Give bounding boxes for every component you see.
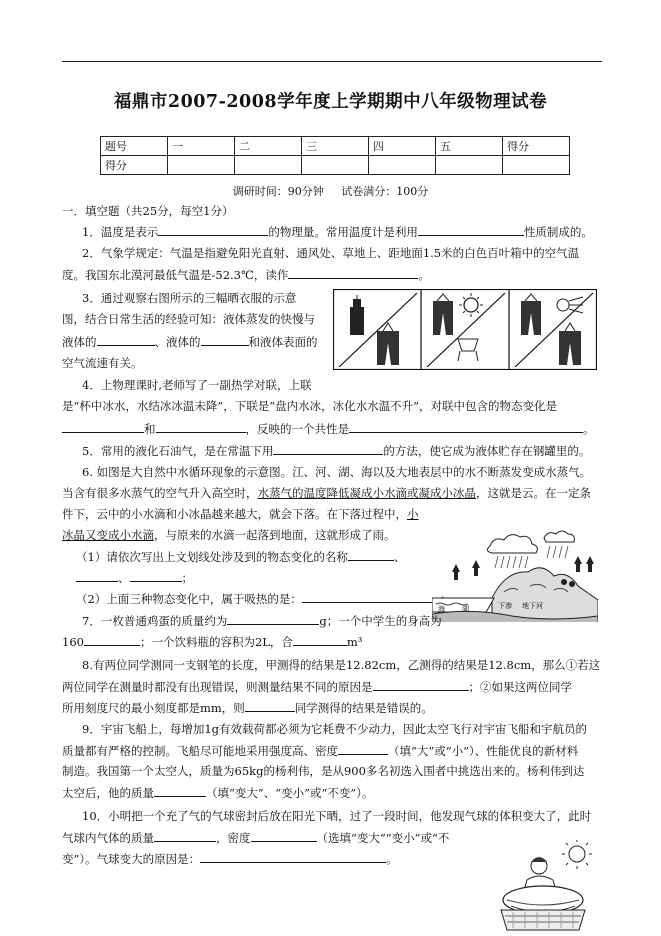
blank[interactable] bbox=[154, 784, 206, 797]
blank[interactable] bbox=[288, 266, 418, 279]
blank[interactable] bbox=[154, 829, 216, 842]
question-9-line3: 制造。我国第一个太空人，质量为65kg的杨利伟，是从900多名初选入围者中挑选出来的。杨利伟到达 bbox=[62, 764, 585, 778]
question-7-line2: 160 ；一个饮料瓶的容积为2L，合 m³ bbox=[62, 635, 363, 649]
sea-label: 海 bbox=[438, 605, 445, 613]
question-6-sub1-cont: 、 ； bbox=[76, 569, 193, 586]
question-10-line1: 10．小明把一个充了气的气球密封后放在阳光下晒，过了一段时间，他发现气球的体积变大了，此时 bbox=[82, 809, 592, 823]
score-table bbox=[100, 136, 570, 175]
sun-icon bbox=[562, 840, 592, 869]
blank[interactable] bbox=[418, 223, 524, 236]
blank[interactable] bbox=[251, 829, 317, 842]
score-input-cell[interactable] bbox=[369, 156, 436, 175]
score-input-cell[interactable] bbox=[235, 156, 302, 175]
score-cell: 得分 bbox=[101, 156, 168, 175]
question-8-line3: 所用刻度尺的最小刻度都是mm，则 同学测得的结果是错误的。 bbox=[62, 701, 433, 715]
question-6-line2: 当含有很多水蒸气的空气升入高空时，水蒸气的温度降低凝成小水滴或凝成小冰晶，这就是云。在一定条 bbox=[62, 486, 591, 500]
blank[interactable] bbox=[227, 612, 319, 625]
blank[interactable] bbox=[76, 569, 118, 582]
score-cell: 五 bbox=[436, 137, 503, 156]
question-3-line4: 空气流速有关。 bbox=[62, 356, 143, 370]
question-6-line1: 6. 如图是大自然中水循环现象的示意图。江、河、湖、海以及大地表层中的水不断蒸发变成水蒸气。 bbox=[82, 465, 592, 479]
blank[interactable] bbox=[245, 699, 295, 712]
score-input-cell[interactable] bbox=[436, 156, 503, 175]
score-cell: 四 bbox=[369, 137, 436, 156]
blank[interactable] bbox=[302, 590, 440, 603]
blank[interactable] bbox=[97, 333, 155, 346]
blank[interactable] bbox=[373, 678, 469, 691]
score-table-header-row bbox=[101, 137, 570, 156]
question-9-line2: 质量都有严格的控制。飞船尽可能地采用强度高、密度 （填“大”或“小”）、性能优良的新材料 bbox=[62, 744, 579, 758]
blank[interactable] bbox=[84, 633, 140, 646]
balloon-illustration bbox=[497, 840, 595, 932]
question-4-line2: 是“杯中冰水，水结冰冰温未降”，下联是“盘内水冰，冰化水水温不升”，对联中包含的物态变化是 bbox=[62, 399, 558, 413]
score-cell: 二 bbox=[235, 137, 302, 156]
blank[interactable] bbox=[349, 420, 583, 433]
infiltration-label: 下渗 bbox=[498, 602, 512, 610]
score-cell: 一 bbox=[168, 137, 235, 156]
question-10-line3: 变”）。气球变大的原因是： 。 bbox=[62, 852, 398, 866]
question-6-sub2: （2）上面三种物态变化中，属于吸热的是： bbox=[76, 590, 451, 607]
blank[interactable] bbox=[273, 442, 383, 455]
blank[interactable] bbox=[158, 223, 268, 236]
header-rule bbox=[62, 61, 602, 62]
question-9-line1: 9．宇宙飞船上，每增加1g有效载荷都必须为它耗费不少动力，因此太空飞行对宇宙飞船和宇航员的 bbox=[82, 722, 587, 736]
blank[interactable] bbox=[156, 420, 246, 433]
groundwater-label: 地下河 bbox=[522, 602, 543, 610]
question-9-line4: 太空后，他的质量 （填“变大”、“变小”或“不变”）。 bbox=[62, 786, 374, 800]
score-input-cell[interactable] bbox=[302, 156, 369, 175]
blank[interactable] bbox=[130, 569, 182, 582]
score-cell: 三 bbox=[302, 137, 369, 156]
section-heading: 一．填空题（共25分，每空1分） bbox=[62, 204, 234, 218]
bucket-icon bbox=[501, 910, 585, 930]
question-8-line1: 8.有两位同学测同一支钢笔的长度，甲测得的结果是12.82cm，乙测得的结果是12.8cm，那么①若这 bbox=[82, 658, 601, 672]
lake-label: 湖 bbox=[462, 605, 469, 613]
score-input-cell[interactable] bbox=[503, 156, 570, 175]
blank[interactable] bbox=[62, 420, 144, 433]
mountain-icon bbox=[492, 568, 598, 622]
question-8-line2: 两位同学在测量时都没有出现错误，则测量结果不同的原因是 ；②如果这两位同学 bbox=[62, 680, 572, 694]
blank[interactable] bbox=[201, 333, 249, 346]
question-7-line1: 7．一枚普通鸡蛋的质量约为 g；一个中学生的身高为 bbox=[82, 614, 442, 628]
exam-time: 调研时间：90分钟 bbox=[232, 185, 324, 198]
question-1: 1．温度是表示 的物理量。常用温度计是利用 性质制成的。 bbox=[82, 225, 593, 239]
question-4-line3: 和 ，反映的一个共性是 。 bbox=[62, 420, 595, 437]
question-3-line3: 液体的 、液体的 和液体表面的 bbox=[62, 335, 318, 349]
water-cycle-figure bbox=[432, 528, 598, 622]
blank[interactable] bbox=[200, 850, 386, 863]
score-input-cell[interactable] bbox=[168, 156, 235, 175]
score-cell: 题号 bbox=[101, 137, 168, 156]
blank[interactable] bbox=[338, 742, 388, 755]
drying-clothes-figure bbox=[333, 289, 597, 370]
question-2-line1: 2．气象学规定：气温是指避免阳光直射、通风处、草地上、距地面1.5米的白色百叶箱中的空气温 bbox=[82, 246, 580, 260]
question-4-line1: 4．上物理课时,老师写了一副热学对联，上联 bbox=[82, 378, 312, 392]
question-3-line1: 3．通过观察右图所示的三幅晒衣服的示意 bbox=[82, 291, 297, 305]
question-3-line2: 图，结合日常生活的经验可知：液体蒸发的快慢与 bbox=[62, 312, 315, 326]
score-table-row bbox=[101, 156, 570, 175]
question-6-sub1: （1）请依次写出上文划线处涉及到的物态变化的名称 、 bbox=[76, 550, 406, 564]
blank[interactable] bbox=[293, 633, 347, 646]
question-6-line3: 件下，云中的小水滴和小冰晶越来越大，就会下落。在下落过程中，小 bbox=[62, 507, 419, 521]
question-6-line4: 冰晶又变成小水滴，与原来的水滴一起落到地面，这就形成了雨。 bbox=[62, 528, 396, 542]
question-2-line2: 度。我国东北漠河最低气温是-52.3℃，读作 。 bbox=[62, 268, 430, 282]
score-cell: 得分 bbox=[503, 137, 570, 156]
exam-meta bbox=[0, 183, 661, 199]
question-5: 5．常用的液化石油气，是在常温下用 的方法，使它成为液体贮存在钢罐里的。 bbox=[82, 444, 591, 458]
exam-full-score: 试卷满分：100分 bbox=[341, 185, 429, 198]
page-title: 福鼎市2007-2008学年度上学期期中八年级物理试卷 bbox=[113, 92, 548, 112]
blank[interactable] bbox=[348, 548, 394, 561]
question-10-line2: 气球内气体的质量 ，密度 （选填“变大”“变小”或“不 bbox=[62, 831, 450, 845]
